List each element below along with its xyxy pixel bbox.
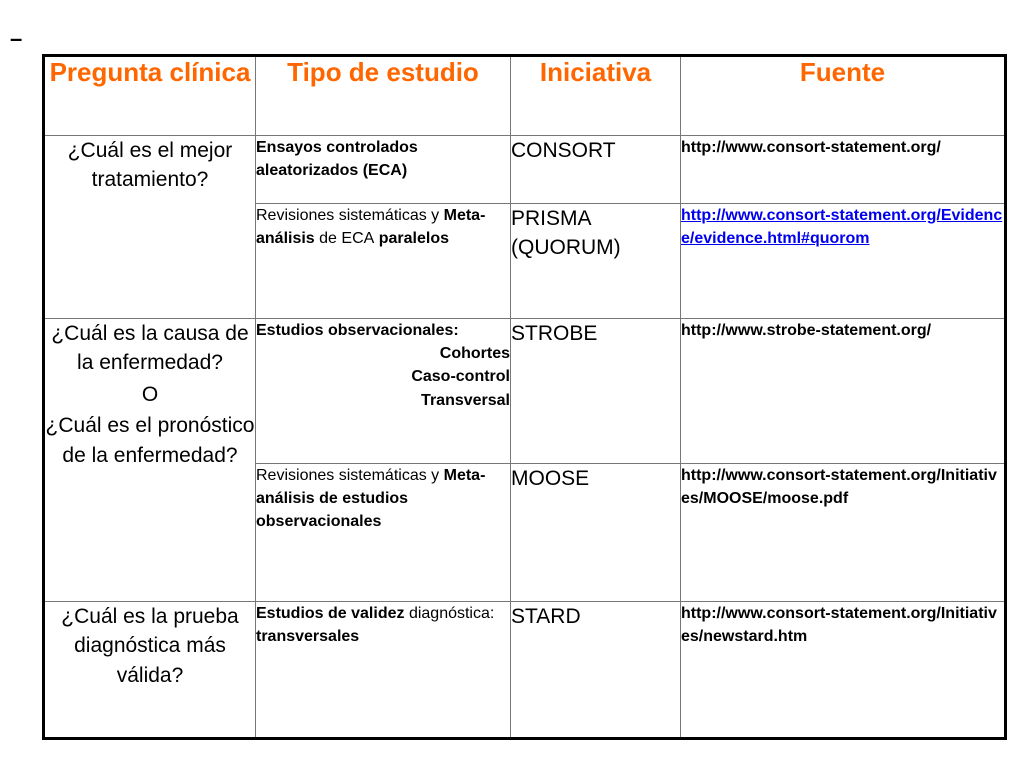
quorom-link[interactable]: http://www.consort-statement.org/Evidence/evidence.html#quorom xyxy=(681,207,1003,248)
slide-dash-mark: – xyxy=(10,26,23,51)
question-causa-pronostico xyxy=(44,319,256,602)
question-or: O xyxy=(141,382,159,406)
fuente-cell: http://www.consort-statement.org/Initiatives/MOOSE/moose.pdf xyxy=(681,464,1006,602)
iniciativa-stard: STARD xyxy=(511,602,681,739)
tipo-cell xyxy=(256,319,511,464)
fuente-cell: http://www.consort-statement.org/Initiatives/newstard.htm xyxy=(681,602,1006,739)
tipo-sub-cohortes: Cohortes xyxy=(439,345,510,363)
header-pregunta: Pregunta clínica xyxy=(44,56,256,136)
tipo-text: Meta-análisis de estudios observacionales xyxy=(256,467,486,531)
question-pronostico: ¿Cuál es el pronóstico de la enfermedad? xyxy=(45,414,255,467)
tipo-text: paralelos xyxy=(374,230,449,248)
tipo-cell xyxy=(256,204,511,319)
table-row xyxy=(44,602,1006,739)
question-causa: ¿Cuál es la causa de la enfermedad? xyxy=(51,322,249,375)
tipo-text: Meta-análisis xyxy=(256,207,486,248)
tipo-text: Revisiones sistemáticas y xyxy=(256,467,444,484)
tipo-sub-transversal: Transversal xyxy=(421,391,510,409)
tipo-text: de ECA xyxy=(319,230,375,248)
question-tratamiento: ¿Cuál es el mejor tratamiento? xyxy=(44,136,256,319)
fuente-cell: http://www.consort-statement.org/ xyxy=(681,136,1006,204)
header-tipo: Tipo de estudio xyxy=(256,56,511,136)
tipo-text: diagnóstica: xyxy=(408,605,495,622)
tipo-cell: Ensayos controlados aleatorizados (ECA) xyxy=(256,136,511,204)
tipo-text: transversales xyxy=(256,628,360,646)
iniciativa-prisma: PRISMA (QUORUM) xyxy=(511,204,681,319)
tipo-text: Estudios observacionales: xyxy=(256,322,459,339)
fuente-cell: http://www.strobe-statement.org/ xyxy=(681,319,1006,464)
tipo-sub-caso-control: Caso-control xyxy=(411,368,510,386)
iniciativa-moose: MOOSE xyxy=(511,464,681,602)
iniciativa-strobe: STROBE xyxy=(511,319,681,464)
table-row xyxy=(44,136,1006,204)
tipo-text: Estudios de validez xyxy=(256,605,409,622)
tipo-text: Revisiones sistemáticas y xyxy=(256,207,444,224)
tipo-cell xyxy=(256,602,511,739)
tipo-cell xyxy=(256,464,511,602)
header-row xyxy=(44,56,1006,136)
question-diagnostica: ¿Cuál es la prueba diagnóstica más válida? xyxy=(44,602,256,739)
iniciativa-consort: CONSORT xyxy=(511,136,681,204)
fuente-cell xyxy=(681,204,1006,319)
header-fuente: Fuente xyxy=(681,56,1006,136)
table-row xyxy=(44,319,1006,464)
study-types-table xyxy=(42,54,1007,740)
header-iniciativa: Iniciativa xyxy=(511,56,681,136)
